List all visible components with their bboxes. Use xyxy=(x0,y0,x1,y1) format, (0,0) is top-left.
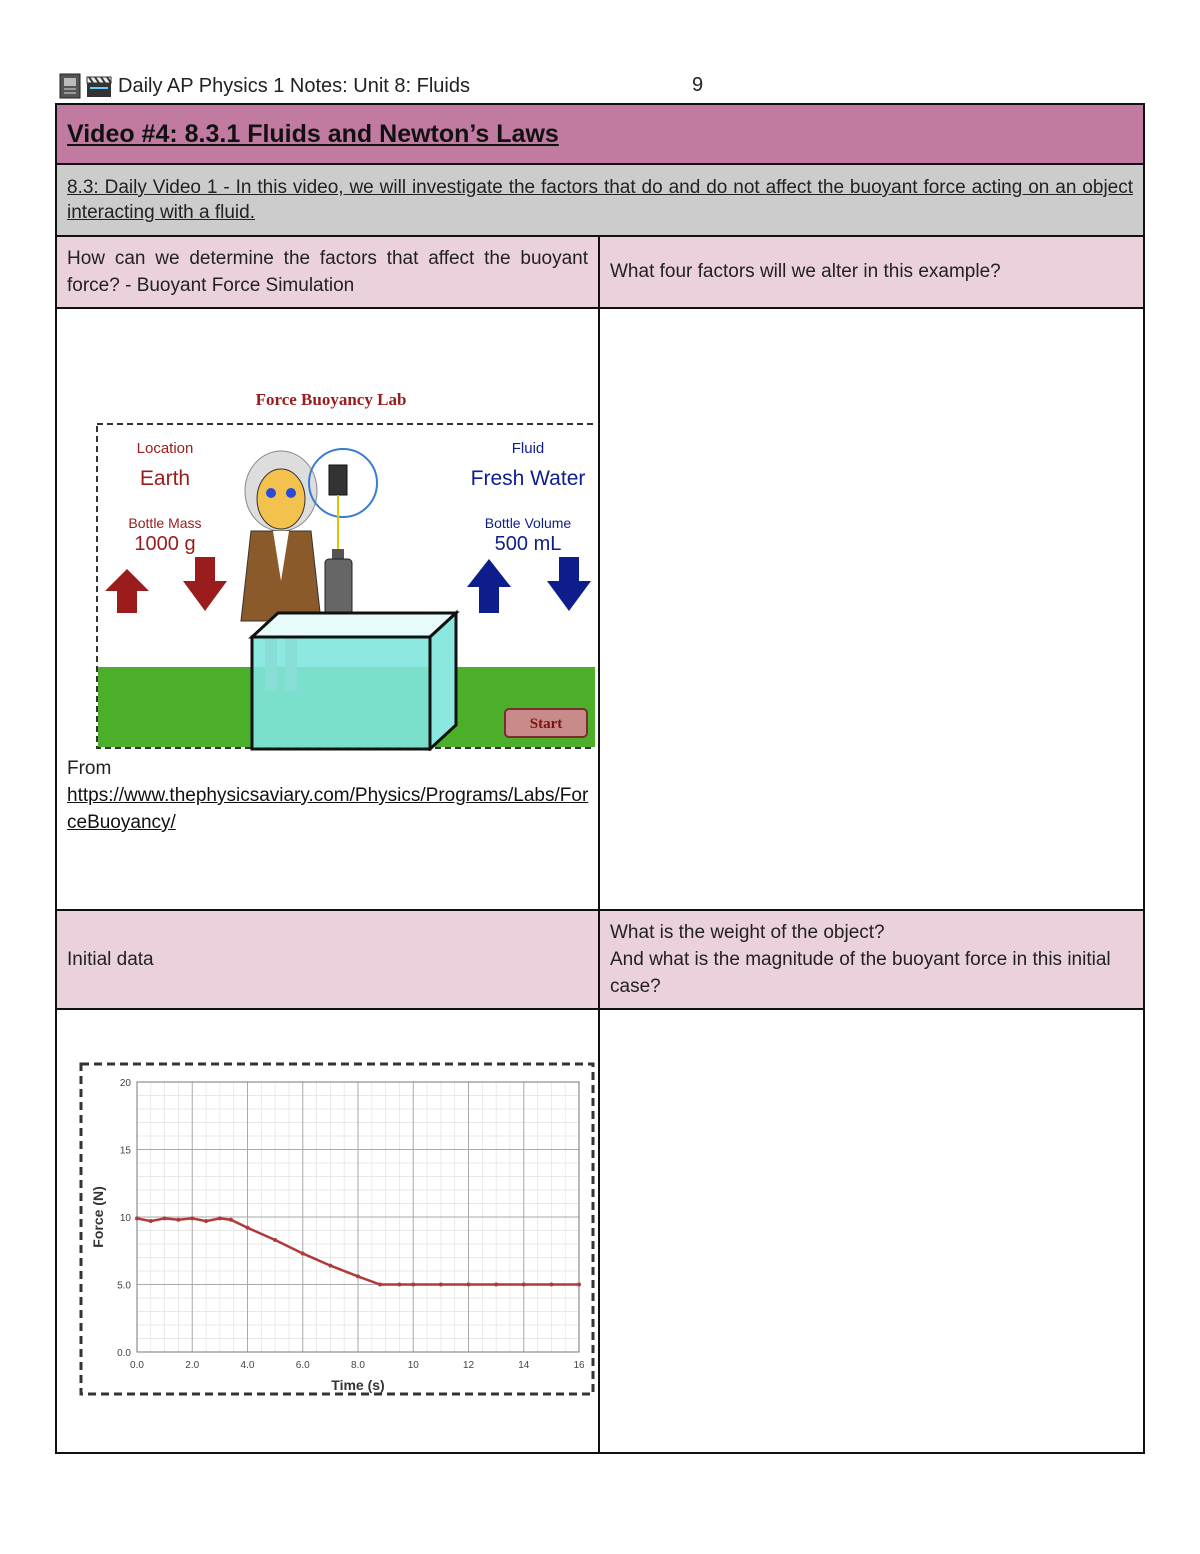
data-point xyxy=(163,1216,167,1220)
data-point xyxy=(149,1219,153,1223)
data-point xyxy=(218,1216,222,1220)
x-tick-label: 6.0 xyxy=(295,1360,310,1371)
force-time-chart xyxy=(79,1062,601,1402)
y-tick-label: 5.0 xyxy=(117,1280,131,1292)
x-tick-label: 14 xyxy=(518,1360,530,1371)
y-tick-label: 0.0 xyxy=(117,1348,131,1359)
data-point xyxy=(135,1216,139,1220)
data-point xyxy=(467,1283,471,1287)
x-tick-label: 4.0 xyxy=(240,1360,255,1371)
data-point xyxy=(190,1216,194,1220)
section-title-cell xyxy=(56,104,1144,164)
answer-weight-buoyant-force[interactable] xyxy=(599,1009,1144,1453)
data-point xyxy=(356,1274,360,1278)
mass-value: 1000 g xyxy=(134,533,196,555)
volume-decrease-arrow xyxy=(547,557,591,611)
x-axis-label: Time (s) xyxy=(331,1377,385,1393)
sim-title: Force Buoyancy Lab xyxy=(255,391,407,409)
prompt-initial-data: Initial data xyxy=(56,910,599,1009)
data-point xyxy=(301,1251,305,1255)
answer-four-factors[interactable] xyxy=(599,308,1144,910)
start-button-label: Start xyxy=(529,716,563,732)
data-point xyxy=(549,1283,553,1287)
data-point xyxy=(494,1283,498,1287)
mass-label: Bottle Mass xyxy=(128,515,202,531)
x-tick-label: 16 xyxy=(573,1360,585,1371)
data-point xyxy=(411,1283,415,1287)
notes-table xyxy=(55,103,1145,1454)
y-tick-label: 20 xyxy=(119,1078,131,1089)
data-point xyxy=(176,1218,180,1222)
data-point xyxy=(522,1283,526,1287)
x-tick-label: 2.0 xyxy=(185,1360,200,1371)
y-tick-label: 10 xyxy=(119,1213,131,1224)
fluid-label: Fluid xyxy=(511,440,545,457)
start-button[interactable] xyxy=(505,709,587,737)
data-point xyxy=(397,1283,401,1287)
x-tick-label: 12 xyxy=(462,1360,475,1371)
clapperboard-icon xyxy=(86,73,110,99)
data-point xyxy=(439,1283,443,1287)
source-link[interactable]: https://www.thephysicsaviary.com/Physics/Programs/Labs/ForceBuoyancy/ xyxy=(67,785,589,833)
data-point xyxy=(204,1219,208,1223)
mass-decrease-arrow xyxy=(183,557,227,611)
bottle xyxy=(325,549,352,615)
buoyancy-simulation-image xyxy=(85,391,595,751)
location-label: Location xyxy=(136,440,194,457)
source-from-label: From xyxy=(67,758,112,779)
prompt-buoyant-magnitude: And what is the magnitude of the buoyant force in this initial case? xyxy=(610,949,1111,997)
mass-increase-arrow xyxy=(105,569,149,613)
location-value: Earth xyxy=(139,467,191,490)
data-point xyxy=(328,1264,332,1268)
prompt-four-factors: What four factors will we alter in this example? xyxy=(599,236,1144,308)
prompt-weight-buoyant-force xyxy=(599,910,1144,1009)
fluid-value: Fresh Water xyxy=(470,467,586,490)
page-number: 9 xyxy=(692,74,704,96)
volume-increase-arrow xyxy=(467,559,511,613)
data-point xyxy=(577,1283,581,1287)
data-point xyxy=(229,1218,233,1222)
page-header-title: Daily AP Physics 1 Notes: Unit 8: Fluids xyxy=(118,74,470,97)
x-tick-label: 8.0 xyxy=(351,1360,365,1371)
y-tick-label: 15 xyxy=(119,1145,131,1157)
data-point xyxy=(246,1226,250,1230)
volume-label: Bottle Volume xyxy=(484,515,572,531)
section-description: 8.3: Daily Video 1 - In this video, we will investigate the factors that do and do not affect the buoyant force acting on an object interacting with a fluid. xyxy=(67,177,1134,223)
y-axis-label: Force (N) xyxy=(90,1186,106,1248)
volume-value: 500 mL xyxy=(494,533,562,555)
source-attribution xyxy=(67,755,592,836)
water-tank xyxy=(252,613,456,749)
x-tick-label: 10 xyxy=(407,1360,419,1371)
chart-frame xyxy=(81,1064,593,1394)
data-point xyxy=(378,1283,382,1287)
graph-cell xyxy=(56,1009,599,1453)
prompt-weight: What is the weight of the object? xyxy=(610,922,885,943)
section-description-cell xyxy=(56,164,1144,236)
page-header xyxy=(58,72,758,100)
simulation-cell xyxy=(56,308,599,910)
notebook-icon xyxy=(58,73,82,99)
x-tick-label: 0.0 xyxy=(130,1360,144,1371)
prompt-determine-factors: How can we determine the factors that affect the buoyant force? - Buoyant Force Simulation xyxy=(56,236,599,308)
data-point xyxy=(273,1238,277,1242)
section-title: Video #4: 8.3.1 Fluids and Newton’s Laws xyxy=(67,119,559,148)
